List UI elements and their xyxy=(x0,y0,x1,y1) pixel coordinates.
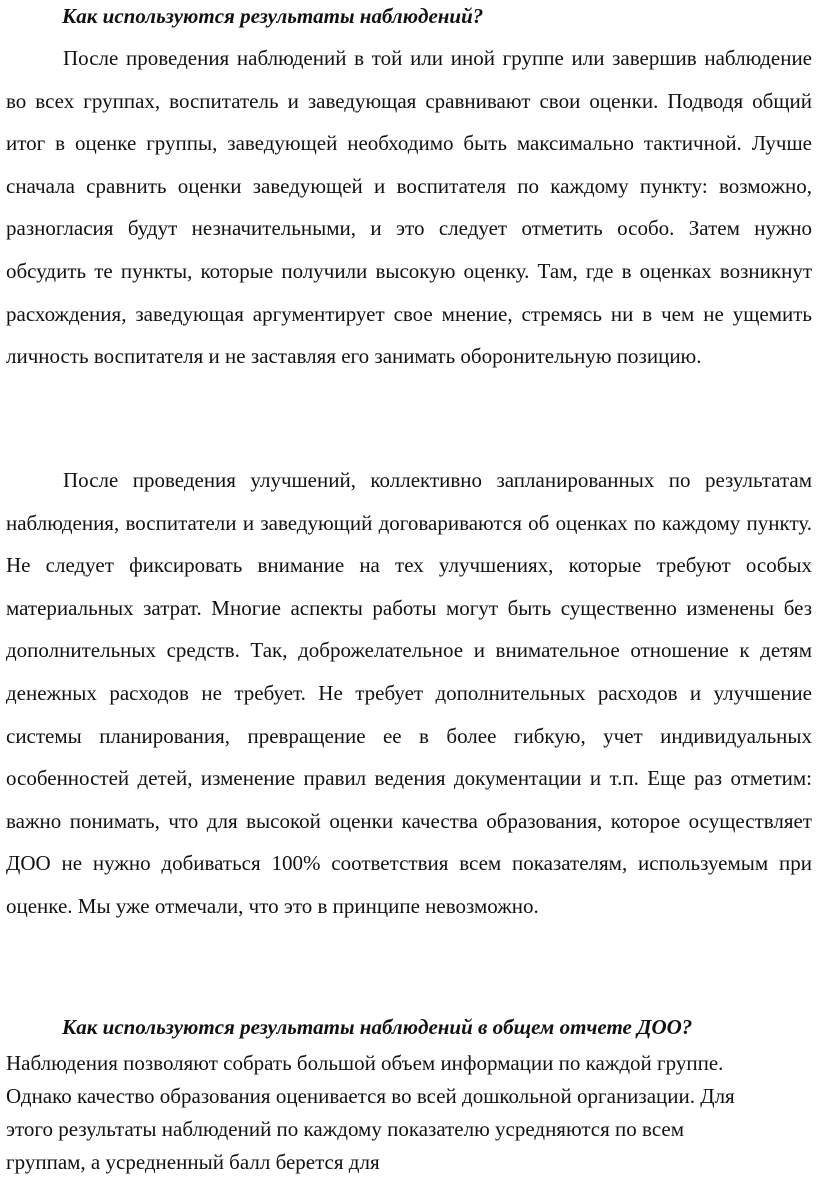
section-heading-general-report: Как используются результаты наблюдений в общем отчете ДОО? xyxy=(62,1015,693,1039)
paragraph-comparing-assessments: После проведения наблюдений в той или иной группе или завершив наблюдение во всех группах, воспитатель и заведующая сравнивают свои оценки. Подводя общий итог в оценке группы, заведующей необходимо быть максимально тактичной. Лучше сначала сравнить оценки заведующей и воспитателя по каждому пункту: возможно, разногласия будут незначительными, и это следует отметить особо. Затем нужно обсудить те пункты, которые получили высокую оценку. Там, где в оценках возникнут расхождения, заведующая аргументирует свое мнение, стремясь ни в чем не ущемить личность воспитателя и не заставляя его занимать оборонительную позицию. xyxy=(6,46,812,369)
paragraph-general-report: Наблюдения позволяют собрать большой объем информации по каждой группе. Однако качество образования оценивается во всей дошкольной организации. Для этого результаты наблюдений по каждому показателю усредняются по всем группам, а усредненный балл берется для xyxy=(6,1051,735,1174)
section-heading-observation-results: Как используются результаты наблюдений? xyxy=(62,4,484,28)
paragraph-improvements-agreement: После проведения улучшений, коллективно запланированных по результатам наблюдения, воспитатели и заведующий договариваются об оценках по каждому пункту. Не следует фиксировать внимание на тех улучшениях, которые требуют особых материальных затрат. Многие аспекты работы могут быть существенно изменены без дополнительных средств. Так, доброжелательное и внимательное отношение к детям денежных расходов не требует. Не требует дополнительных расходов и улучшение системы планирования, превращение ее в более гибкую, учет индивидуальных особенностей детей, изменение правил ведения документации и т.п. Еще раз отметим: важно понимать, что для высокой оценки качества образования, которое осуществляет ДОО не нужно добиваться 100% соответствия всем показателям, используемым при оценке. Мы уже отмечали, что это в принципе невозможно. xyxy=(6,468,812,918)
